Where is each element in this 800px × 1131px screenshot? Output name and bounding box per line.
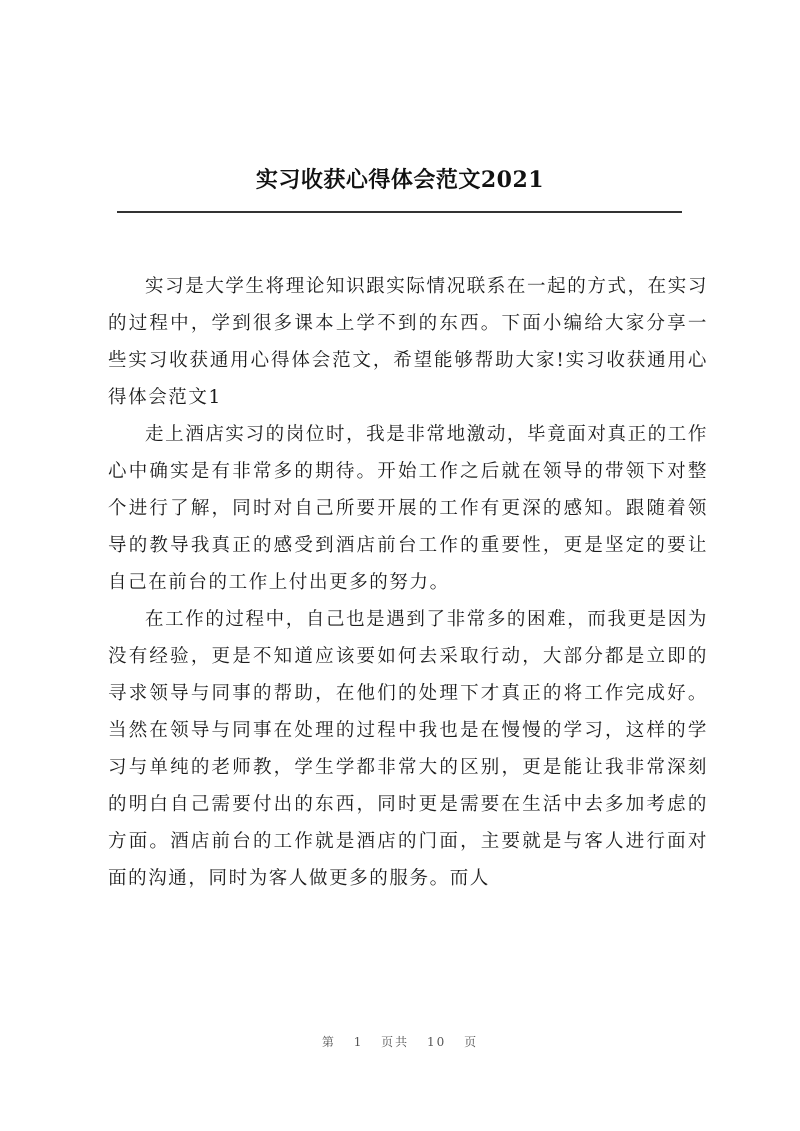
footer-total-pages: 10 bbox=[427, 1035, 447, 1049]
footer-current-page: 1 bbox=[353, 1035, 364, 1049]
footer-label-pages: 页 bbox=[464, 1035, 479, 1049]
paragraph-intro: 实习是大学生将理论知识跟实际情况联系在一起的方式，在实习的过程中，学到很多课本上学不到的东西。下面小编给大家分享一些实习收获通用心得体会范文，希望能够帮助大家!实习收获通用心得体会范文1 bbox=[108, 276, 708, 408]
title-divider bbox=[117, 211, 682, 213]
footer-label-page: 第 bbox=[321, 1035, 336, 1049]
document-body bbox=[108, 268, 708, 897]
paragraph-3: 在工作的过程中，自己也是遇到了非常多的困难，而我更是因为没有经验，更是不知道应该要如何去采取行动，大部分都是立即的寻求领导与同事的帮助，在他们的处理下才真正的将工作完成好。当然在领导与同事在处理的过程中我也是在慢慢的学习，这样的学习与单纯的老师教，学生学都非常大的区别，更是能让我非常深刻的明白自己需要付出的东西，同时更是需要在生活中去多加考虑的方面。酒店前台的工作就是酒店的门面，主要就是与客人进行面对面的沟通，同时为客人做更多的服务。而人 bbox=[108, 609, 708, 889]
page-footer bbox=[0, 1033, 800, 1050]
paragraph-2: 走上酒店实习的岗位时，我是非常地激动，毕竟面对真正的工作心中确实是有非常多的期待。开始工作之后就在领导的带领下对整个进行了解，同时对自己所要开展的工作有更深的感知。跟随着领导的教导我真正的感受到酒店前台工作的重要性，更是坚定的要让自己在前台的工作上付出更多的努力。 bbox=[108, 424, 708, 593]
footer-label-of: 页共 bbox=[381, 1035, 410, 1049]
document-title: 实习收获心得体会范文2021 bbox=[255, 167, 545, 193]
